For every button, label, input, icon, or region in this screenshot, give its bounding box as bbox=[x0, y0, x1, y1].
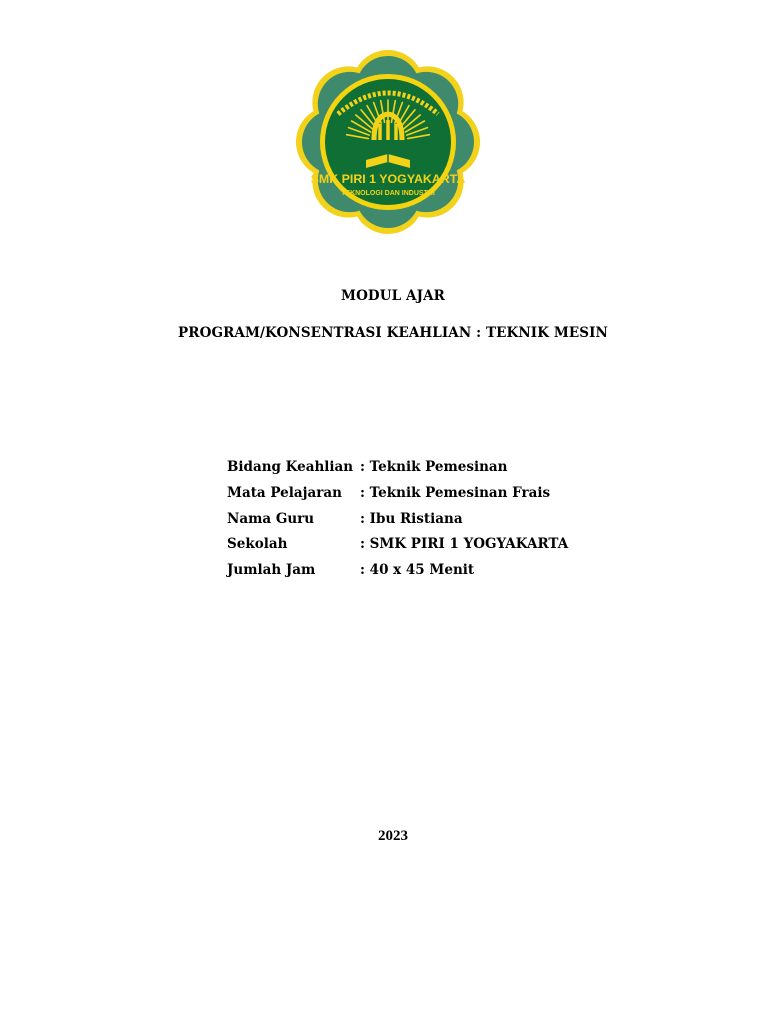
info-label: Nama Guru bbox=[227, 510, 315, 527]
info-row bbox=[227, 562, 568, 588]
logo-tagline: TEKNOLOGI DAN INDUSTRI bbox=[341, 190, 435, 197]
info-table bbox=[227, 459, 568, 588]
document-year: 2023 bbox=[378, 828, 408, 844]
school-emblem-icon bbox=[288, 44, 488, 240]
info-label: Mata Pelajaran bbox=[227, 484, 342, 501]
school-logo bbox=[288, 44, 488, 240]
info-value: : SMK PIRI 1 YOGYAKARTA bbox=[360, 536, 569, 553]
info-value: : 40 x 45 Menit bbox=[360, 562, 475, 579]
info-label: Jumlah Jam bbox=[227, 562, 316, 579]
document-subtitle: PROGRAM/KONSENTRASI KEAHLIAN : TEKNIK MESIN bbox=[178, 325, 608, 341]
info-value: : Teknik Pemesinan Frais bbox=[360, 484, 551, 501]
info-label: Sekolah bbox=[227, 536, 288, 553]
document-title: MODUL AJAR bbox=[341, 288, 445, 304]
info-label: Bidang Keahlian bbox=[227, 459, 354, 475]
info-row bbox=[227, 511, 568, 537]
info-row bbox=[227, 459, 568, 485]
info-row bbox=[227, 536, 568, 562]
info-row bbox=[227, 485, 568, 511]
logo-school-name: SMK PIRI 1 YOGYAKARTA bbox=[310, 172, 466, 186]
info-value: : Teknik Pemesinan bbox=[360, 459, 508, 475]
info-value: : Ibu Ristiana bbox=[360, 510, 463, 527]
inner-green-disc bbox=[325, 79, 451, 205]
